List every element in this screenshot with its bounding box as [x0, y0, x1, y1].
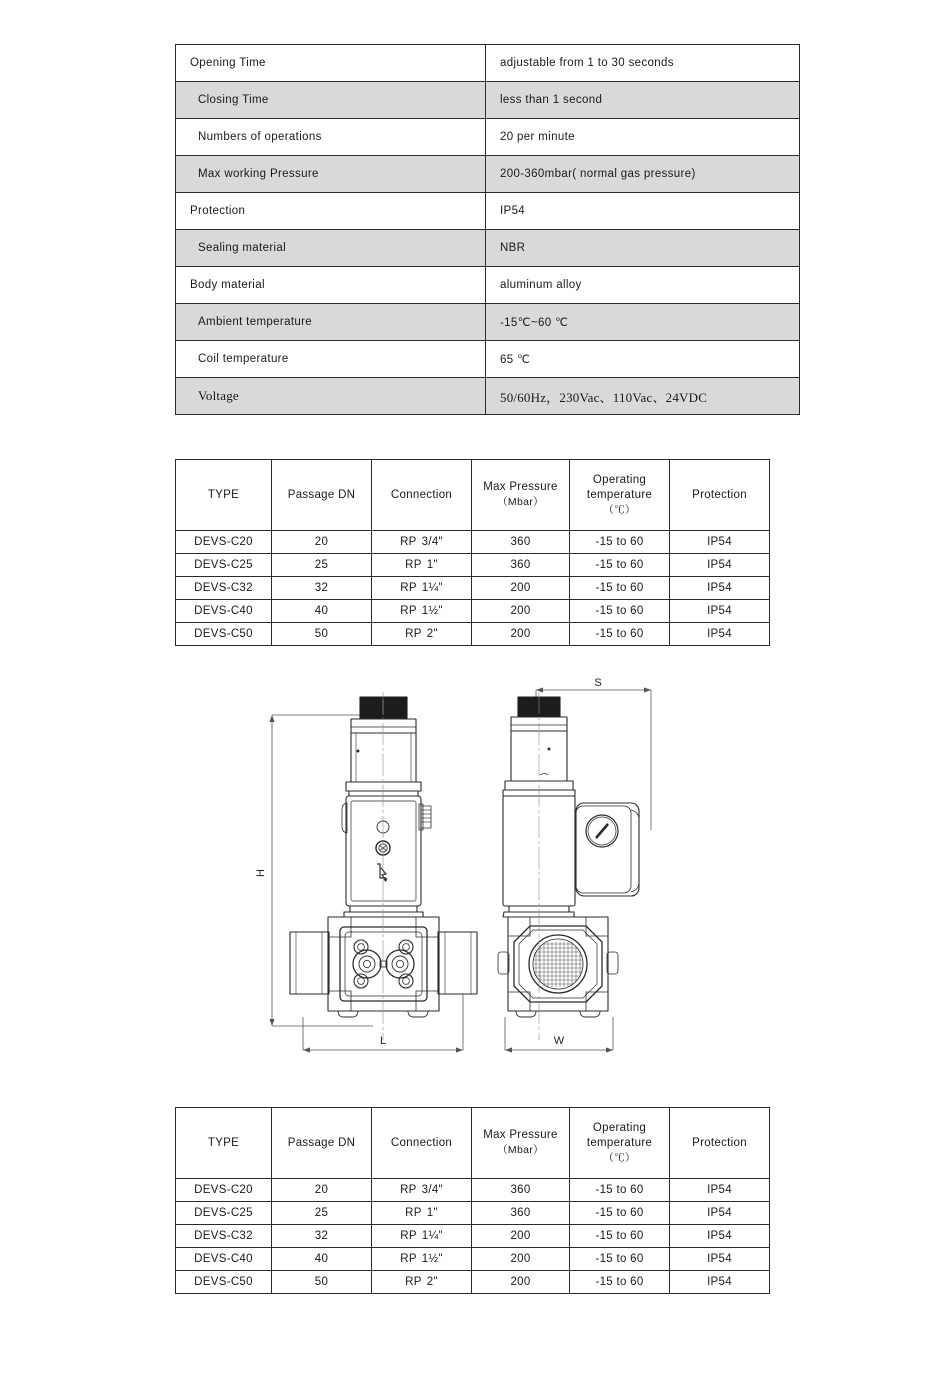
table-row [176, 577, 770, 600]
cell-type: DEVS-C20 [176, 531, 272, 554]
table-row [176, 267, 800, 304]
cell-operating-temperature: -15 to 60 [570, 1179, 670, 1202]
table-row [176, 82, 800, 119]
column-header-max-pressure [472, 460, 570, 531]
cell-operating-temperature: -15 to 60 [570, 577, 670, 600]
connection-prefix: RP [405, 628, 422, 640]
cell-max-pressure: 200 [472, 577, 570, 600]
column-header-passage-dn [272, 460, 372, 531]
table-row [176, 378, 800, 415]
cell-connection [372, 1271, 472, 1294]
header-main: Protection [692, 488, 747, 501]
spec-key: Numbers of operations [176, 119, 486, 156]
cell-connection [372, 1202, 472, 1225]
column-header-protection [670, 1108, 770, 1179]
cell-protection: IP54 [670, 554, 770, 577]
cell-operating-temperature: -15 to 60 [570, 600, 670, 623]
cell-protection: IP54 [670, 531, 770, 554]
spec-key: Voltage [176, 378, 486, 415]
connection-prefix: RP [400, 1184, 417, 1196]
cell-protection: IP54 [670, 1179, 770, 1202]
table-row [176, 1179, 770, 1202]
header-main: TYPE [207, 488, 240, 501]
cell-type: DEVS-C32 [176, 1225, 272, 1248]
model-table-body [176, 1179, 770, 1294]
dimension-label-h: H [255, 869, 267, 877]
connection-size: 1¼" [421, 1230, 443, 1242]
table-row [176, 1202, 770, 1225]
cell-type: DEVS-C40 [176, 600, 272, 623]
table-row [176, 341, 800, 378]
connection-size: 2" [426, 1276, 438, 1288]
column-header-passage-dn [272, 1108, 372, 1179]
header-main: Max Pressure [483, 481, 558, 493]
table-row [176, 623, 770, 646]
header-main: Max Pressure [483, 1129, 558, 1141]
cell-connection [372, 1179, 472, 1202]
cell-max-pressure: 360 [472, 554, 570, 577]
dimension-label-w: W [553, 1035, 565, 1047]
connection-size: 2" [426, 628, 438, 640]
connection-size: 1½" [421, 1253, 443, 1265]
model-table-body [176, 531, 770, 646]
spec-key: Opening Time [176, 45, 486, 82]
header-main: Connection [390, 488, 453, 501]
cell-passage-dn: 32 [272, 577, 372, 600]
cell-type: DEVS-C25 [176, 554, 272, 577]
cell-type: DEVS-C40 [176, 1248, 272, 1271]
table-row [176, 156, 800, 193]
cell-max-pressure: 360 [472, 1179, 570, 1202]
table-row [176, 600, 770, 623]
side-view [498, 677, 651, 1053]
spec-value: 65 ℃ [486, 341, 800, 378]
valve-technical-drawing [0, 670, 950, 1080]
table-row [176, 554, 770, 577]
cell-max-pressure: 360 [472, 531, 570, 554]
cell-operating-temperature: -15 to 60 [570, 623, 670, 646]
spec-key: Sealing material [176, 230, 486, 267]
spec-value: adjustable from 1 to 30 seconds [486, 45, 800, 82]
cell-passage-dn: 32 [272, 1225, 372, 1248]
connection-prefix: RP [405, 1207, 422, 1219]
specifications-table-body [176, 45, 800, 415]
connection-size: 1½" [421, 605, 443, 617]
cell-operating-temperature: -15 to 60 [570, 1271, 670, 1294]
column-header-max-pressure [472, 1108, 570, 1179]
connection-size: 3/4" [421, 536, 443, 548]
cell-protection: IP54 [670, 577, 770, 600]
dimension-label-s: S [594, 677, 602, 689]
connection-prefix: RP [400, 582, 417, 594]
cell-max-pressure: 200 [472, 1248, 570, 1271]
table-row [176, 304, 800, 341]
terminal-box [576, 803, 639, 896]
table-header-row [176, 460, 770, 531]
cell-connection [372, 531, 472, 554]
connection-prefix: RP [400, 1253, 417, 1265]
table-row [176, 45, 800, 82]
connection-prefix: RP [405, 559, 422, 571]
cell-protection: IP54 [670, 1225, 770, 1248]
table-row [176, 1248, 770, 1271]
cell-max-pressure: 360 [472, 1202, 570, 1225]
cell-type: DEVS-C20 [176, 1179, 272, 1202]
cell-type: DEVS-C50 [176, 623, 272, 646]
column-header-connection [372, 1108, 472, 1179]
model-table-head [176, 460, 770, 531]
spec-value: 50/60Hz，230Vac、110Vac、24VDC [486, 378, 800, 415]
connection-size: 1" [426, 1207, 438, 1219]
cell-max-pressure: 200 [472, 600, 570, 623]
spec-key: Coil temperature [176, 341, 486, 378]
cell-max-pressure: 200 [472, 1225, 570, 1248]
mesh-screen [534, 942, 583, 987]
column-header-operating-temperature [570, 1108, 670, 1179]
cell-protection: IP54 [670, 1248, 770, 1271]
cell-operating-temperature: -15 to 60 [570, 554, 670, 577]
cell-passage-dn: 20 [272, 531, 372, 554]
header-main: Connection [390, 1136, 453, 1149]
cell-type: DEVS-C32 [176, 577, 272, 600]
cell-protection: IP54 [670, 1202, 770, 1225]
cell-protection: IP54 [670, 623, 770, 646]
model-selection-table-bottom [175, 1107, 770, 1294]
spec-key: Closing Time [176, 82, 486, 119]
column-header-type [176, 460, 272, 531]
cell-operating-temperature: -15 to 60 [570, 1202, 670, 1225]
table-row [176, 531, 770, 554]
spec-value: NBR [486, 230, 800, 267]
header-sub: （Mbar） [497, 1144, 544, 1156]
connection-prefix: RP [400, 605, 417, 617]
column-header-protection [670, 460, 770, 531]
header-main: Operating temperature [586, 1121, 653, 1149]
header-main: Passage DN [287, 488, 356, 501]
spec-value: 200-360mbar( normal gas pressure) [486, 156, 800, 193]
spec-value: aluminum alloy [486, 267, 800, 304]
connection-prefix: RP [400, 536, 417, 548]
table-row [176, 193, 800, 230]
cell-max-pressure: 200 [472, 1271, 570, 1294]
header-main: Passage DN [287, 1136, 356, 1149]
dimension-label-l: L [379, 1035, 387, 1047]
cell-connection [372, 623, 472, 646]
cell-passage-dn: 40 [272, 600, 372, 623]
cell-max-pressure: 200 [472, 623, 570, 646]
cell-connection [372, 554, 472, 577]
cell-connection [372, 1225, 472, 1248]
table-row [176, 230, 800, 267]
spec-key: Protection [176, 193, 486, 230]
terminal-screw-icon [586, 815, 618, 847]
cell-passage-dn: 25 [272, 1202, 372, 1225]
header-main: TYPE [207, 1136, 240, 1149]
header-sub: （℃） [603, 1151, 636, 1164]
cell-protection: IP54 [670, 600, 770, 623]
spec-key: Body material [176, 267, 486, 304]
spec-key: Max working Pressure [176, 156, 486, 193]
front-view [255, 692, 477, 1053]
spec-value: IP54 [486, 193, 800, 230]
cell-passage-dn: 25 [272, 554, 372, 577]
header-sub: （℃） [603, 503, 636, 516]
model-selection-table-top [175, 459, 770, 646]
cover-bolts [354, 940, 413, 988]
specifications-table [175, 44, 800, 415]
connection-size: 3/4" [421, 1184, 443, 1196]
cell-passage-dn: 50 [272, 1271, 372, 1294]
spec-value: -15℃~60 ℃ [486, 304, 800, 341]
lightning-bolt-icon [377, 864, 388, 882]
model-table-head [176, 1108, 770, 1179]
header-sub: （Mbar） [497, 496, 544, 508]
connection-size: 1¼" [421, 582, 443, 594]
cell-type: DEVS-C50 [176, 1271, 272, 1294]
connection-size: 1" [426, 559, 438, 571]
spec-value: less than 1 second [486, 82, 800, 119]
table-row [176, 119, 800, 156]
table-row [176, 1271, 770, 1294]
table-header-row [176, 1108, 770, 1179]
cell-passage-dn: 40 [272, 1248, 372, 1271]
cell-connection [372, 600, 472, 623]
column-header-type [176, 1108, 272, 1179]
dimension-h [269, 715, 373, 1026]
cell-passage-dn: 50 [272, 623, 372, 646]
cell-connection [372, 1248, 472, 1271]
cell-protection: IP54 [670, 1271, 770, 1294]
cell-passage-dn: 20 [272, 1179, 372, 1202]
cell-type: DEVS-C25 [176, 1202, 272, 1225]
connection-prefix: RP [400, 1230, 417, 1242]
spec-key: Ambient temperature [176, 304, 486, 341]
header-main: Operating temperature [586, 473, 653, 501]
connection-prefix: RP [405, 1276, 422, 1288]
table-row [176, 1225, 770, 1248]
cell-operating-temperature: -15 to 60 [570, 1225, 670, 1248]
column-header-connection [372, 460, 472, 531]
cell-operating-temperature: -15 to 60 [570, 531, 670, 554]
header-main: Protection [692, 1136, 747, 1149]
column-header-operating-temperature [570, 460, 670, 531]
spec-value: 20 per minute [486, 119, 800, 156]
cell-operating-temperature: -15 to 60 [570, 1248, 670, 1271]
cell-connection [372, 577, 472, 600]
